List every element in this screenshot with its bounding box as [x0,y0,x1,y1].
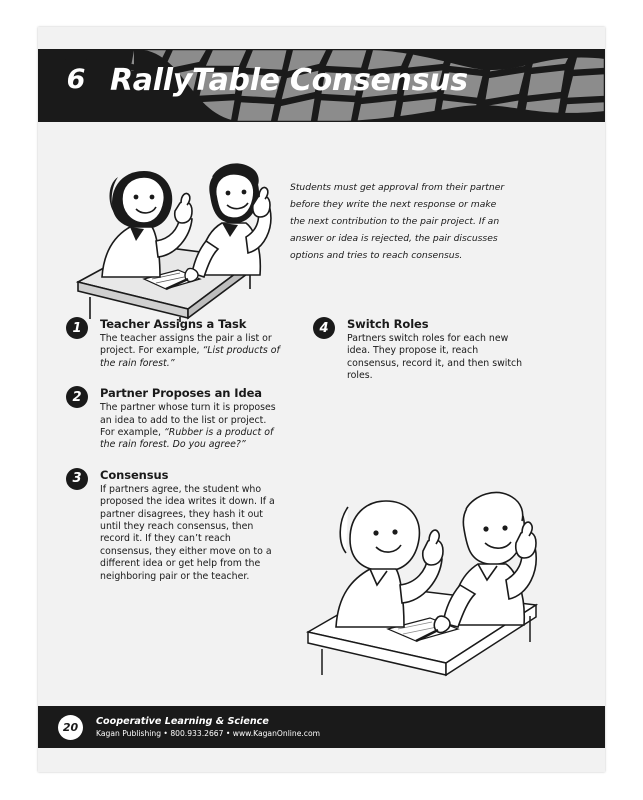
page-number-badge: 20 [58,715,83,740]
page-footer [38,706,605,748]
page-title: RallyTable Consensus [110,63,468,98]
steps-column-left [66,317,281,599]
illustration-students-outline [288,467,568,682]
step-title: Partner Proposes an Idea [100,386,262,401]
step-1 [66,317,281,370]
step-4 [313,317,528,383]
step-3 [66,468,281,583]
step-number-badge: 4 [313,317,335,339]
step-body-part: The teacher assigns the pair a list or project. For example, [100,333,272,357]
page-sheet [38,27,605,772]
footer-publisher-info: Kagan Publishing • 800.933.2667 • www.KaganOnline.com [96,729,321,738]
step-number-badge: 2 [66,386,88,408]
steps-column-right [313,317,528,399]
footer-book-title: Cooperative Learning & Science [96,716,269,727]
step-number-badge: 3 [66,468,88,490]
step-body: Partners switch roles for each new idea. They propose it, reach consensus, record it, and then switch roles. [347,333,523,382]
intro-paragraph: Students must get approval from their partner before they write the next response or make the next contribution to the pair project. If an answer or idea is rejected, the pair discusses options and tries to reach consensus. [290,182,505,262]
step-body-part-italic: “Rubber is a product of the rain forest. Do you agree?” [100,427,274,451]
step-body-part-italic: “List products of the rain forest.” [100,345,280,369]
step-body [100,402,281,452]
step-body-part: The partner whose turn it is proposes an idea to add to the list or project. For example, [100,402,276,439]
step-2 [66,386,281,452]
step-title: Teacher Assigns a Task [100,317,247,331]
step-title: Switch Roles [347,317,429,331]
step-title: Consensus [100,467,169,482]
page-header [38,49,605,122]
illustration-students-shaded [60,137,275,322]
step-number-badge: 1 [66,317,88,339]
step-body [100,333,281,370]
activity-number-badge: 6 [54,57,98,101]
step-body: If partners agree, the student who proposed the idea writes it down. If a partner disagrees, they hash it out until they reach consensus, then record it. If they can’t reach consensus, they either move on to a different idea or get help from the neighboring pair or the teacher. [100,483,275,582]
